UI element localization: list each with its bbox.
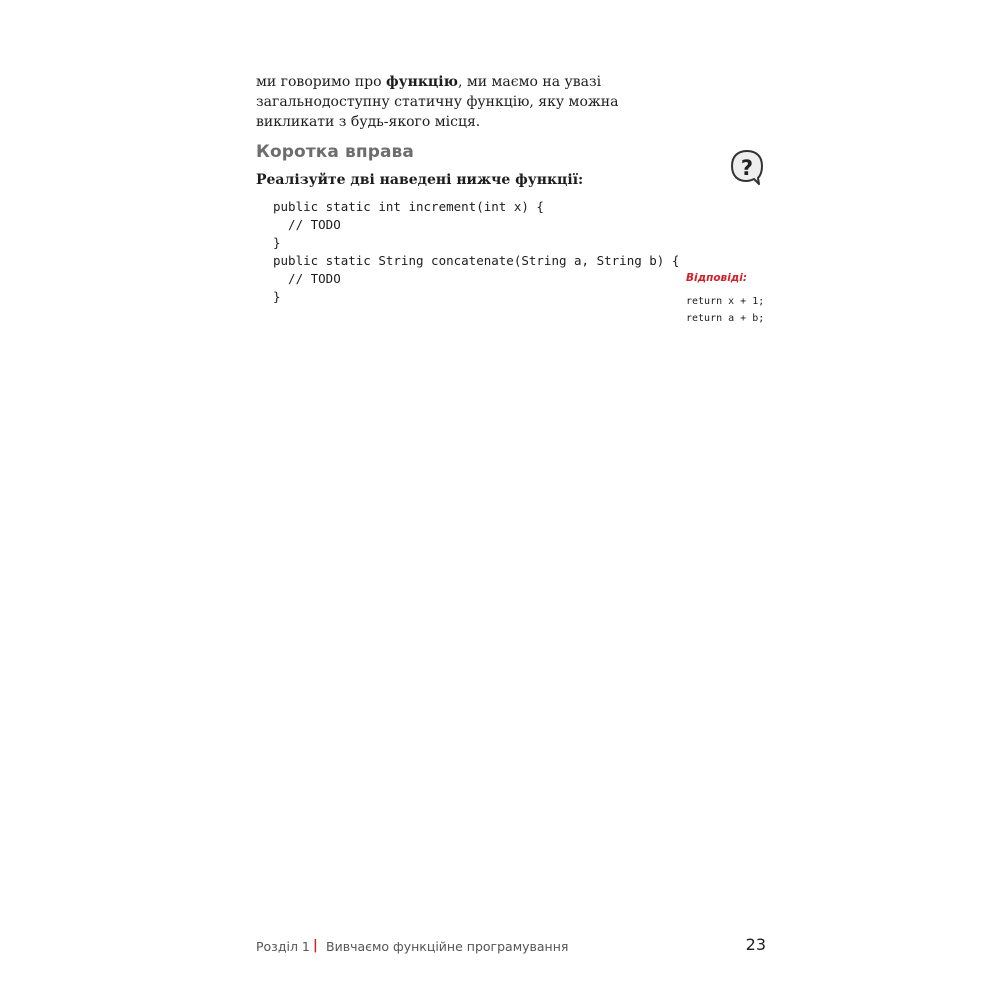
answers-code (686, 293, 764, 327)
footer-separator: | (313, 938, 318, 953)
exercise-heading: Коротка вправа (256, 142, 414, 162)
page-footer (256, 935, 766, 958)
exercise-instruction: Реалізуйте дві наведені нижче функції: (256, 172, 584, 188)
svg-text:?: ? (740, 156, 754, 180)
code-line: public static int increment(int x) { (273, 199, 544, 214)
code-line: } (273, 289, 281, 304)
code-line: // TODO (273, 271, 341, 286)
intro-text-start: ми говоримо про (256, 74, 386, 90)
code-line: // TODO (273, 217, 341, 232)
code-line: } (273, 235, 281, 250)
answer-line: return x + 1; (686, 296, 765, 307)
answer-line: return a + b; (686, 313, 765, 324)
answers-label: Відповіді: (686, 272, 748, 284)
footer-book-title: Вивчаємо функційне програмування (326, 939, 569, 954)
footer-chapter: Розділ 1 (256, 939, 310, 954)
page-number: 23 (745, 935, 766, 954)
intro-text-end: , ми маємо на увазі загальнодоступну статичну функцію, яку можна викликати з будь-якого місця. (256, 74, 619, 130)
code-line: public static String concatenate(String a, String b) { (273, 253, 680, 268)
code-block (273, 198, 679, 306)
question-mark-badge-icon (730, 149, 764, 187)
intro-paragraph (256, 72, 666, 132)
intro-bold-term: функцію (385, 74, 458, 90)
